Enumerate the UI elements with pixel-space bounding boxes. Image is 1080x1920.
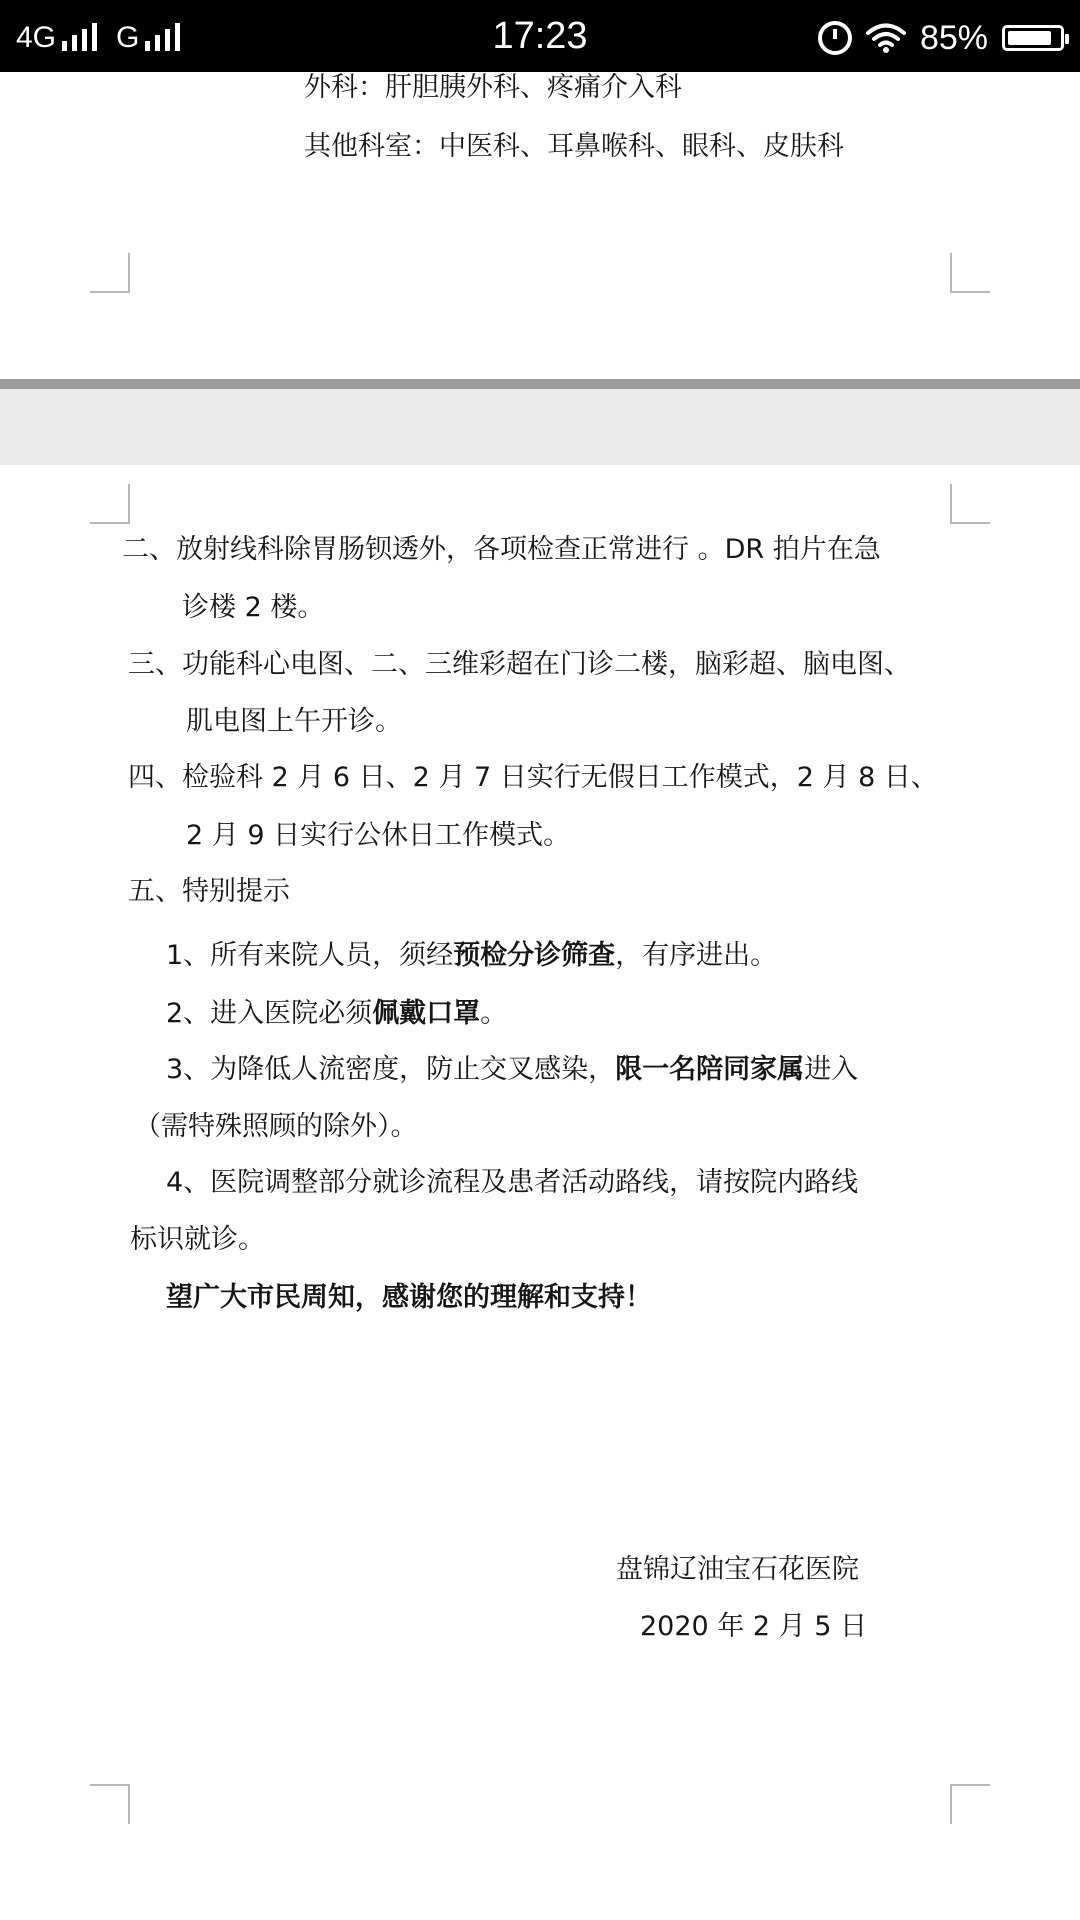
tip-2 [166,994,507,1034]
network-type-label: 4G [16,21,57,54]
battery-level-fill [1008,31,1051,45]
page-corner-mark [950,484,990,524]
status-right [804,16,1064,60]
tip-3-suffix: 进入 [804,1054,859,1085]
surgery-departments-line: 外科：肝胆胰外科、疼痛介入科 [304,72,682,103]
tip-2-prefix: 2、进入医院必须 [166,998,373,1029]
item-3-line-1: 三、功能科心电图、二、三维彩超在门诊二楼，脑彩超、脑电图、 [128,649,911,680]
item-3-line-2: 肌电图上午开诊。 [186,706,402,737]
network-type-label-2: G [116,21,140,54]
item-5-heading: 五、特别提示 [128,876,290,907]
item-2-line-2: 诊楼 2 楼。 [182,592,325,623]
item-4-line-1: 四、检验科 2 月 6 日、2 月 7 日实行无假日工作模式，2 月 8 日、 [128,762,938,793]
alarm-icon [818,21,852,55]
tip-4-line-2: 标识就诊。 [130,1224,265,1255]
battery-percentage: 85% [919,18,988,57]
tip-3-emphasis: 限一名陪同家属 [615,1054,805,1085]
battery-icon [1002,25,1064,51]
page-corner-mark [950,253,990,293]
item-2-line-1: 二、放射线科除胃肠钡透外，各项检查正常进行 。DR 拍片在急 [122,534,881,565]
page-corner-mark [950,1784,990,1824]
page-corner-mark [90,253,130,293]
status-bar [0,0,1080,72]
page-corner-mark [90,1784,130,1824]
item-4-line-2: 2 月 9 日实行公休日工作模式。 [186,820,571,851]
tip-4-line-1: 4、医院调整部分就诊流程及患者活动路线，请按院内路线 [166,1167,859,1198]
tip-1-prefix: 1、所有来院人员，须经 [166,940,454,971]
page-corner-mark [90,484,130,524]
document-view[interactable] [0,72,1080,1920]
tip-1-suffix: ，有序进出。 [615,940,778,971]
page-separator [0,379,1080,465]
signature-date: 2020 年 2 月 5 日 [640,1611,867,1642]
tip-3-line-1 [166,1050,858,1090]
wifi-icon [866,22,906,54]
page-separator-edge [0,379,1080,389]
signature-hospital: 盘锦辽油宝石花医院 [616,1554,859,1585]
tip-3-line-2: （需特殊照顾的除外）。 [134,1111,418,1142]
tip-2-emphasis: 佩戴口罩 [372,998,481,1029]
clock: 17:23 [492,15,588,57]
closing-statement: 望广大市民周知，感谢您的理解和支持！ [166,1282,652,1313]
tip-3-prefix: 3、为降低人流密度，防止交叉感染， [166,1054,616,1085]
tip-1-emphasis: 预检分诊筛查 [453,940,616,971]
tip-1 [166,936,777,976]
tip-2-suffix: 。 [480,998,508,1029]
other-departments-line: 其他科室：中医科、耳鼻喉科、眼科、皮肤科 [304,131,844,162]
